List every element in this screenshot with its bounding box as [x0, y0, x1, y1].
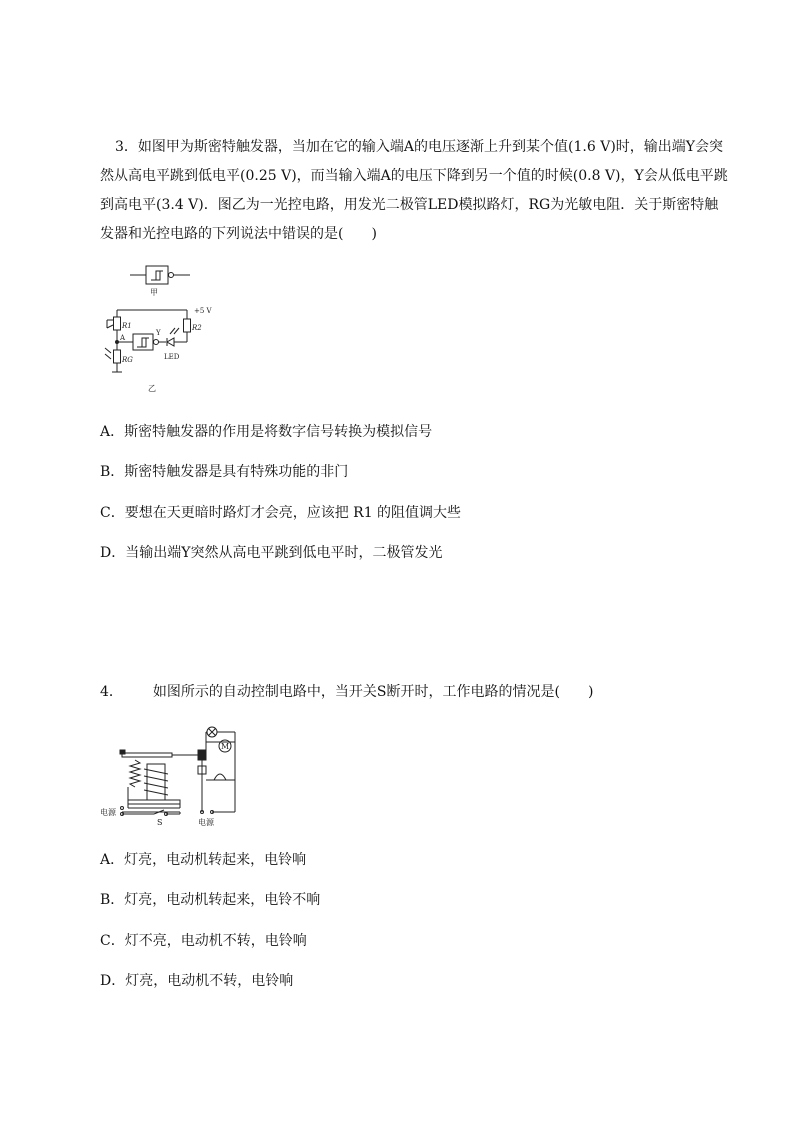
light-arrow-2 — [105, 354, 111, 359]
label-y: Y — [156, 329, 161, 337]
question-3-option-b[interactable]: B．斯密特触发器是具有特殊功能的非门 — [100, 464, 349, 480]
question-4-option-b[interactable]: B．灯亮，电动机转起来，电铃不响 — [100, 892, 321, 908]
rg-resistor — [114, 350, 121, 363]
bell-icon — [214, 774, 226, 780]
label-yi: 乙 — [148, 384, 156, 393]
label-jia: 甲 — [150, 288, 158, 297]
led-diode — [167, 338, 174, 346]
terminal-1 — [121, 807, 124, 810]
label-m: M — [221, 742, 230, 751]
r2-resistor — [184, 319, 191, 332]
question-3-option-d[interactable]: D．当输出端Y突然从高电平跳到低电平时，二极管发光 — [100, 545, 443, 561]
question-4-stem — [100, 682, 730, 702]
label-power-left: 电源 — [100, 808, 116, 817]
label-s: S — [157, 818, 163, 827]
question-3-option-a[interactable]: A．斯密特触发器的作用是将数字信号转换为模拟信号 — [100, 424, 433, 440]
question-3-text: 如图甲为斯密特触发器，当加在它的输入端A的电压逐渐上升到某个值(1.6 V)时，输出端Y会突然从高电平跳到低电平(0.25 V)，而当输入端A的电压下降到另一个值的时候(0.8 V)，Y会从低电平跳到高电平(3.4 V)．图乙为一光控电路，用发光二极管LED模拟路灯，RG为光敏电阻．关于斯密特触发器和光控电路的下列说法中错误的是( ) — [100, 139, 728, 242]
question-4-text: 如图所示的自动控制电路中，当开关S断开时，工作电路的情况是( ) — [152, 684, 594, 700]
question-3-stem — [100, 133, 730, 249]
r1-adjust-arrow — [107, 325, 113, 328]
coil-winding — [144, 769, 168, 795]
light-arrow-1 — [105, 348, 111, 353]
question-4-option-d[interactable]: D．灯亮，电动机不转，电铃响 — [100, 973, 294, 989]
jia-hysteresis-symbol — [151, 271, 163, 280]
label-5v: +5 V — [194, 307, 212, 315]
question-4-figure — [100, 722, 250, 827]
question-3-option-c[interactable]: C．要想在天更暗时路灯才会亮，应该把 R1 的阻值调大些 — [100, 505, 462, 521]
yi-hysteresis-symbol — [137, 338, 149, 347]
question-4-number: 4． — [100, 684, 123, 700]
pivot-block — [120, 750, 125, 754]
question-3-number: 3． — [115, 139, 138, 155]
label-a: A — [120, 334, 126, 342]
question-4-option-c[interactable]: C．灯不亮，电动机不转，电铃响 — [100, 933, 307, 949]
yi-trigger-box — [133, 334, 153, 350]
jia-output-bubble — [169, 273, 174, 278]
label-r1: R1 — [122, 322, 132, 330]
armature-bar — [122, 753, 172, 757]
label-r2: R2 — [192, 324, 202, 332]
r1-resistor — [114, 317, 121, 330]
yi-output-bubble — [154, 340, 159, 345]
label-rg: RG — [122, 356, 133, 364]
label-led: LED — [164, 353, 180, 361]
jia-trigger-box — [146, 266, 168, 284]
contact-block — [198, 750, 206, 760]
spring — [130, 760, 140, 787]
question-3-figure — [100, 262, 230, 394]
electromagnet-core — [147, 764, 165, 800]
question-4-option-a[interactable]: A．灯亮，电动机转起来，电铃响 — [100, 852, 307, 868]
label-power-right: 电源 — [198, 818, 214, 827]
base-plate — [128, 800, 180, 804]
